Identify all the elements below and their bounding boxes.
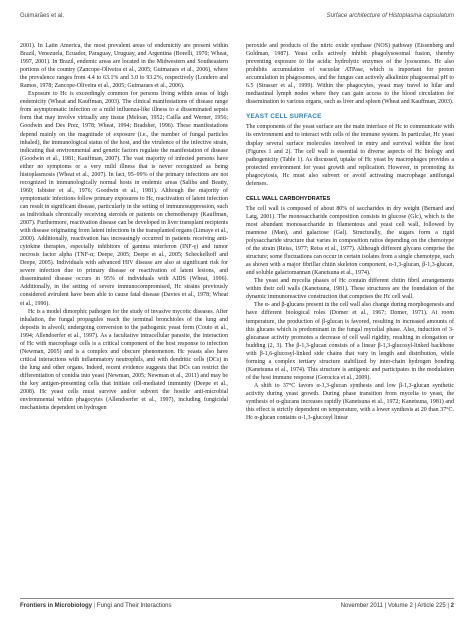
footer-section: Fungi and Their Interactions (96, 603, 172, 609)
page-footer (20, 598, 454, 609)
body-paragraph: peroxide and products of the nitric oxide synthase (NOS) pathway (Eissenberg and Goldman, 1987). Yeast cells actively inhibit phagolysosomal fusion, thereby preventing exposure to the acidic hydrolytic enzymes of the lysosomes. Hc also prohibits accumulation of vacuolar ATPase, which is important for proton accumulation in phagosomes, and the fungus can actively alkalinize phagosomal pH to 6.5 (Strasser et al., 1999). Within the phagocytes, yeast may travel to hilar and mediastinal lymph nodes where they can gain access to the blood circulation for dissemination to various organs, such as liver and spleen (Wheat and Kauffman, 2003). (246, 43, 454, 106)
body-paragraph: 2001). In Latin America, the most prevalent areas of endemicity are present within Brazil, Venezuela, Ecuador, Paraguay, Uruguay, and Argentina (Borelli, 1970; Wheat, 1997, 2001). In Brazil, endemic areas are located in the Midwestern and Southeastern portions of the country (Zancope-Oliveira et al., 2005; Guimaraes et al., 2006), where the prevalence ranges from 4.4 to 63.1% and 3.0 to 93.2%, respectively (Londero and Ramos, 1978; Zancope-Oliveira et al., 2005; Guimaraes et al., 2006). (20, 43, 228, 90)
subsection-heading: CELL WALL CARBOHYDRATES (246, 195, 331, 202)
body-paragraph: Hc is a model dimorphic pathogen for the study of invasive mycotic diseases. After inhalation, the fungal propagules reach the terminal bronchioles of the lung and deposits in alveoli, undergoing conversion to the pathogenic yeast form (Couto et al., 1994; Allendoerfer et al., 1997). As a facultative intracellular parasite, the interaction of Hc with macrophage cells is a critical component of the host response to infection (Newman, 2005) and is a complex and obscure phenomenon. Hc yeasts also have critical interactions with inflammatory neutrophils, and with dendritic cells (DCs) in the lung and other organs. Indeed, recent evidence suggests that DCs can restrict the differentiation of conidia into yeast (Newman, 2005; Newman et al., 2011) and may be the key antigen-presenting cells that initiate cell-mediated immunity (Deepe et al., 2008). Hc yeast cells must survive and/or subvert the hostile anti-microbial environmental within phagocytes (Allendoerfer et al., 1997), including fungicidal mechanisms dependent on hydrogen (20, 308, 228, 412)
body-paragraph: The yeast and mycelia phases of Hc contain different chitin fibril arrangements within their cell walls (Kanetsuna, 1981). These structures are the foundation of the dynamic immunoreactive construction that comprises the Hc cell wall. (246, 278, 454, 301)
body-paragraph: A shift to 37°C favors α-1,3-glucan synthesis and low β-1,3-glucan synthetic activity during yeast growth. During phase transition from mycelia to yeast, the synthesis of α-glucans increases rapidly (Kanetsuna et al., 1972; Kanetsuna, 1981) and this effect is strictly dependent on temperature, with a lower synthesis at 20 than 37°C. Hc α-glucan contains α-1,3-glucosyl linear (246, 382, 454, 422)
left-column (20, 42, 228, 412)
body-paragraph: The components of the yeast surface are the main interface of Hc to communicate with its environment and to interact with cells of the immune system. In particular, Hc yeast display several surface molecules involved in entry and survival within the host (Figures 1 and 2). The cell wall is essential to diverse aspects of Hc biology and pathogenicity (Table 1). As discussed, uptake of Hc yeast by macrophages provides a protected environment for yeast growth and replication. However, in promoting its phagocytosis, Hc must also subvert or avoid activating macrophage antifungal defenses. (246, 124, 454, 187)
footer-right (341, 603, 454, 609)
footer-separator: | (93, 603, 97, 609)
footer-left (20, 603, 172, 609)
running-head-title: Surface architecture of Histoplasma capsulatum (326, 13, 454, 19)
running-head (20, 13, 454, 19)
body-paragraph: The cell wall is composed of about 80% of saccharides in dry weight (Bernard and Latg, 2001). The monosaccharide composition consists in glucose (Glc), which is the most abundant monosaccharide in filamentous and yeast cell wall, followed by mannose (Man), and galactose (Gal). Structurally, the sugars form a rigid polysaccharide structure that varies in composition ratios depending on the chemotype of the strain (Reiss, 1977; Reiss et al., 1977). Although different glycans comprise the structure; some fluctuations can occur in certain isolates from a single chemotype, such as shown with a major fibrillar chitin skeleton component, α-1,3-glucan, β-1,3-glucan, and soluble galactomannan (Kanetsuna et al., 1974). (246, 205, 454, 277)
body-paragraph: The α- and β-glucans present in the cell wall also change during morphogenesis and have different biological roles (Domer et al., 1967; Domer, 1971). At room temperature, the production of β-glucan is favored, resulting in increased amounts of this glucans which is predominant in the fungal mycelial phase. Also, induction of 3-glucanase activity promotes a decrease of cell wall rigidity, resulting in elongation or budding (2, 3). The β-1,3-glucan consists of a linear β-1,3-glucosyl-linked backbone with β-1,6-glucosyl-linked side chains that vary in length and distribution, while forming a complex tertiary structure stabilized by inter-chain hydrogen bonding (Kanetsuna et al., 1974). This structure is antigenic and participates in the modulation of the host immune response (Gorocica et al., 2009). (246, 302, 454, 381)
footer-issue: November 2011 | Volume 2 | Article 225 | (340, 603, 449, 609)
footer-journal: Frontiers in Microbiology (20, 603, 93, 609)
right-column (246, 42, 454, 422)
section-heading: YEAST CELL SURFACE (246, 113, 322, 121)
body-paragraph: Exposure to Hc is exceedingly common for persons living within areas of high endemicity (Wheat and Kauffman, 2003). The clinical manifestations of disease range from asymptomatic infection or a mild influenza-like illness to a disseminated sepsis form that may involve virtually any tissue (Meloan, 1952; Cailla and Werner, 1956; Goodwin and Des Prez, 1978; Wheat, 1994; Bradsher, 1996). These manifestations depend mainly on the magnitude of exposure (i.e., the number of fungal particles inhaled), the immunological status of the host, and the virulence of the infective strain, indicating that environmental and genetic factors regulate the manifestation of disease (Goodwin et al., 1981; Kauffman, 2007). The vast majority of infected persons have either no symptoms or a very mild illness that is never recognized as being histoplasmosis (Wheat et al., 2007). In fact, 95–99% of the primary infections are not recognized in immunologically normal hosts in endemic areas (Saliba and Beatty, 1960; Isbister et al., 1976; Goodwin et al., 1981). Although the majority of symptomatic infections follow primary exposures to Hc, reactivation of latent infection can result in significant disease, particularly in the setting of immunosuppression, such as individuals chronically receiving steroids or patients on chemotherapy (Kauffman, 2007). Furthermore, reactivation disease can be developed in liver transplant recipients with disease originating from latent infections in the transplanted organs (Limaye et al., 2000). Additionally, reactivation has increasingly occurred in patients receiving anti-cytokine therapies, especially inhibitors of gamma interferon (INF-γ) and tumor necrosis factor alpha (TNF-α; Deepe, 2005; Deepe et al., 2005; Scheckelhoff and Deepe, 2005). Individuals with advanced HIV disease are also at significant risk for severe infection due to primary disease or reactivation of latent lesions, and disseminated disease occurs in 95% of individuals with AIDS (Wheat, 1996). Additionally, in the setting of severe immunocompromised, Hc strains previously considered avirulent have been able to cause fatal disease (Davies et al., 1978; Wheat et al., 1990). (20, 91, 228, 307)
running-head-authors: Guimarães et al. (20, 13, 65, 19)
footer-page-number: 2 (450, 603, 454, 609)
